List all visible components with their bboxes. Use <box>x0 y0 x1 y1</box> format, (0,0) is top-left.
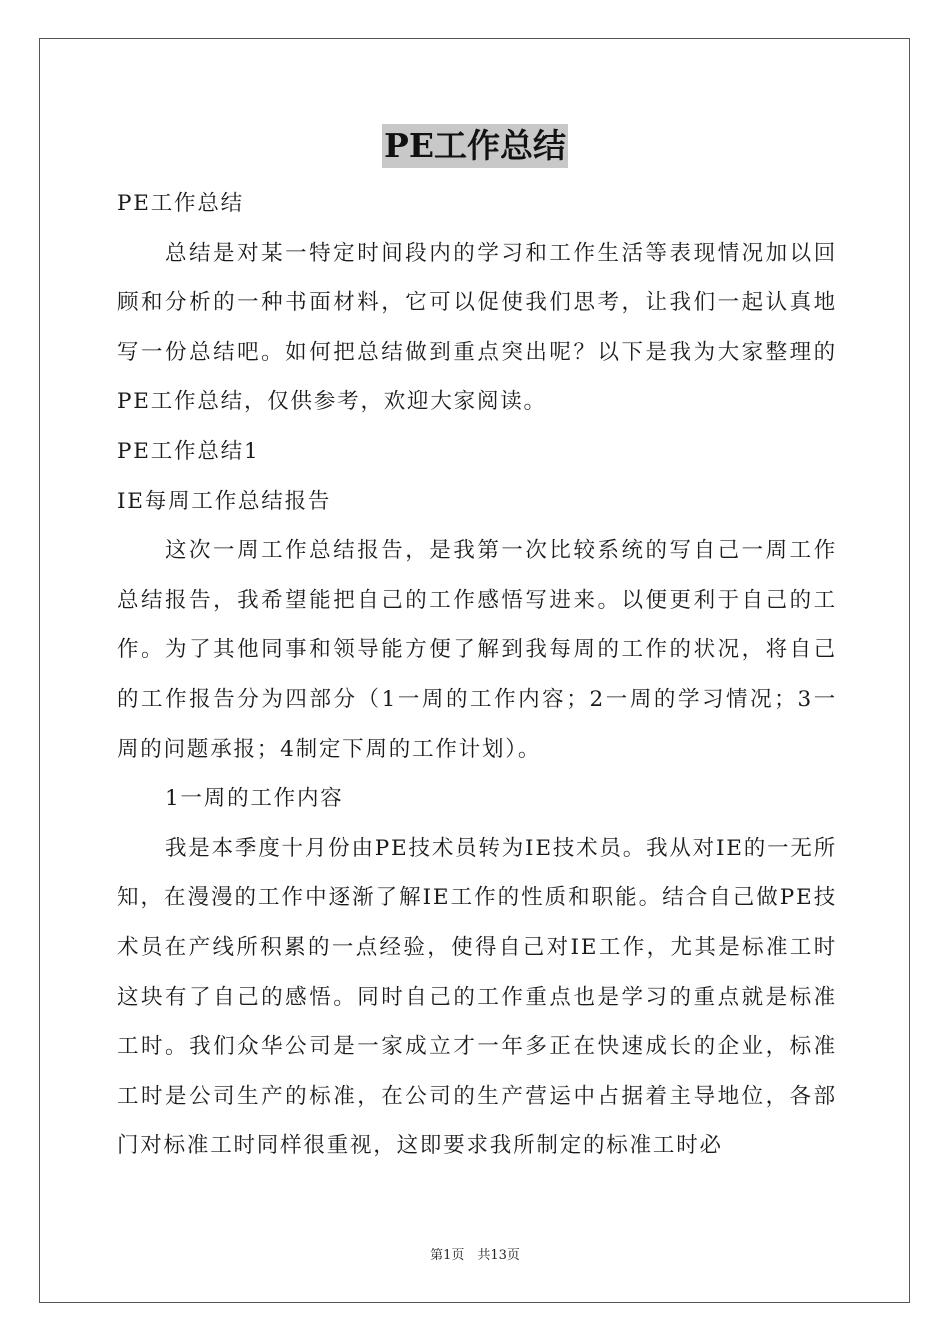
paragraph: 1一周的工作内容 <box>165 786 344 812</box>
document-title: PE工作总结 <box>382 124 568 168</box>
paragraph: PE工作总结 <box>117 191 244 216</box>
title-container <box>0 124 950 168</box>
document-body <box>117 179 837 1171</box>
paragraph: 总结是对某一特定时间段内的学习和工作生活等表现情况加以回顾和分析的一种书面材料，它可以促使我们思考，让我们一起认真地写一份总结吧。如何把总结做到重点突出呢？以下是我为大家整理的PE工作总结，仅供参考，欢迎大家阅读。 <box>117 240 837 415</box>
paragraph: 我是本季度十月份由PE技术员转为IE技术员。我从对IE的一无所知，在漫漫的工作中逐渐了解IE工作的性质和职能。结合自己做PE技术员在产线所积累的一点经验，使得自己对IE工作，尤其是标准工时这块有了自己的感悟。同时自己的工作重点也是学习的重点就是标准工时。我们众华公司是一家成立才一年多正在快速成长的企业，标准工时是公司生产的标准，在公司的生产营运中占据着主导地位，各部门对标准工时同样很重视，这即要求我所制定的标准工时必 <box>117 835 837 1159</box>
paragraph: IE每周工作总结报告 <box>117 488 332 514</box>
page-number: 第1页 共13页 <box>430 1248 520 1263</box>
paragraph: 这次一周工作总结报告，是我第一次比较系统的写自己一周工作总结报告，我希望能把自己的工作感悟写进来。以便更利于自己的工作。为了其他同事和领导能方便了解到我每周的工作的状况，将自己的工作报告分为四部分（1一周的工作内容；2一周的学习情况；3一周的问题承报；4制定下周的工作计划）。 <box>117 538 837 762</box>
paragraph: PE工作总结1 <box>117 438 260 464</box>
